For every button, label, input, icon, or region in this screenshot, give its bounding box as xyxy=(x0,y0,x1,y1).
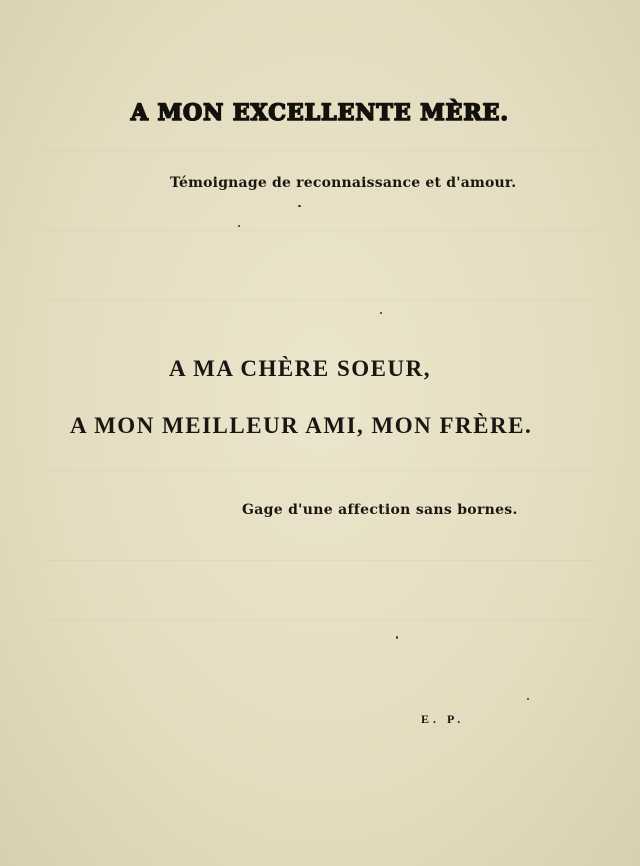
ink-speck xyxy=(238,225,240,227)
dedication-mother-tribute: Témoignage de reconnaissance et d'amour. xyxy=(170,175,517,191)
ink-speck xyxy=(298,205,301,207)
bleed-through-line xyxy=(45,470,595,471)
dedication-brother: A MON MEILLEUR AMI, MON FRÈRE. xyxy=(70,413,533,438)
bleed-through-line xyxy=(45,150,595,151)
ink-speck xyxy=(396,636,398,639)
ink-speck xyxy=(380,312,382,314)
bleed-through-line xyxy=(45,300,595,301)
bleed-through-line xyxy=(45,620,595,621)
bleed-through-line xyxy=(45,230,595,231)
bleed-through-line xyxy=(45,560,595,561)
dedication-siblings-tribute: Gage d'une affection sans bornes. xyxy=(242,502,518,518)
dedication-sister: A MA CHÈRE SOEUR, xyxy=(169,356,431,381)
author-initials: E. P. xyxy=(421,712,465,726)
dedication-mother-text: A MON EXCELLENTE MÈRE. xyxy=(130,100,510,126)
dedication-mother xyxy=(0,100,640,126)
ink-speck xyxy=(527,698,529,700)
